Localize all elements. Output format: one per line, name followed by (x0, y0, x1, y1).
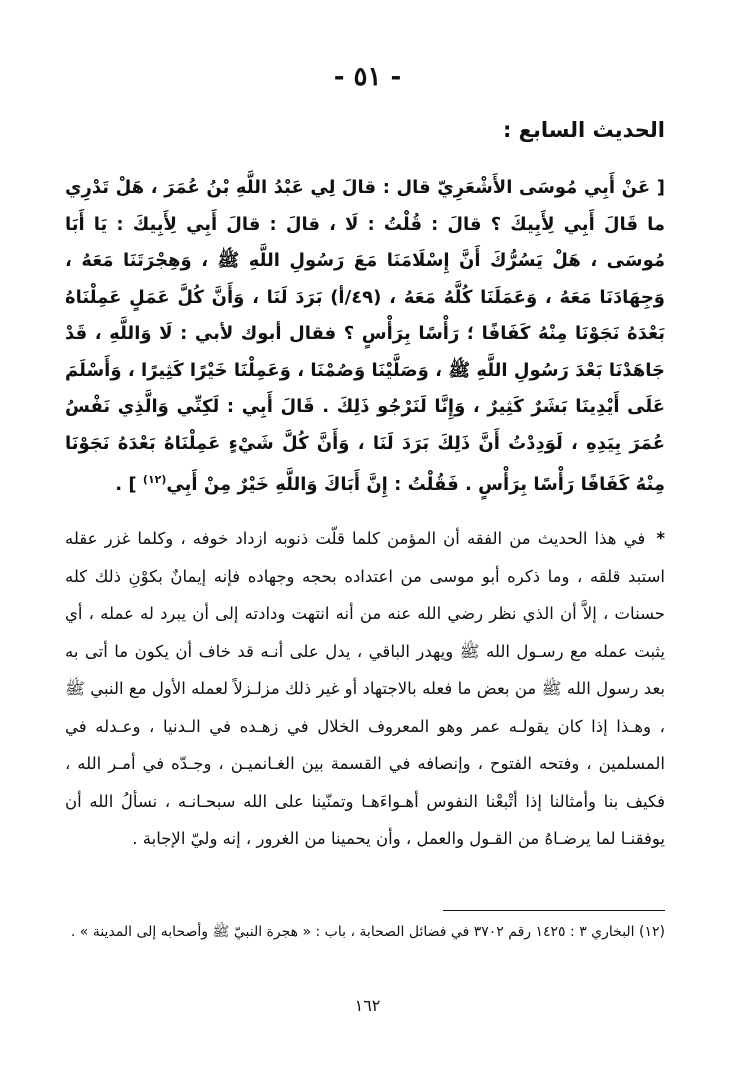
footnote-text: (١٢) البخاري ٣ : ١٤٢٥ رقم ٣٧٠٢ في فضائل الصحابة ، باب : « هجرة النبيّ ﷺ وأصحابه إلى المدينة » . (70, 924, 665, 940)
hadith-text-block (65, 170, 665, 504)
hadith-text: [ عَنْ أَبِي مُوسَى الأَشْعَرِيّ قال : قالَ لِي عَبْدُ اللَّهِ بْنُ عُمَرَ ، هَلْ تَدْرِي ما قَالَ أَبِي لِأَبِيكَ ؟ قالَ : قُلْتُ : لَا ، قالَ : قالَ أَبِي لِأَبِيكَ : يَا أَبَا مُوسَى ، هَلْ يَسُرُّكَ أَنَّ إِسْلَامَنَا مَعَ رَسُولِ اللَّهِ ﷺ ، وَهِجْرَتَنَا مَعَهُ ، وَجِهَادَنَا مَعَهُ ، وَعَمَلَنَا كُلَّهُ مَعَهُ ، (٤٩/أ) بَرَدَ لَنَا ، وَأَنَّ كُلَّ عَمَلٍ عَمِلْنَاهُ بَعْدَهُ نَجَوْنَا مِنْهُ كَفَافًا ؛ رَأْسًا بِرَأْسٍ ؟ فقال أبوك لأبي : لَا وَاللَّهِ ، قَدْ جَاهَدْنَا بَعْدَ رَسُولِ اللَّهِ ﷺ ، وَصَلَّيْنَا وَصُمْنَا ، وَعَمِلْنَا خَيْرًا كَثِيرًا ، وَأَسْلَمَ عَلَى أَيْدِينَا بَشَرٌ كَثِيرٌ ، وَإِنَّا لَنَرْجُو ذَلِكَ . قَالَ أَبِي : لَكِنِّي وَالَّذِي نَفْسُ عُمَرَ بِيَدِهِ ، لَوَدِدْتُ أَنَّ ذَلِكَ بَرَدَ لَنَا ، وَأَنَّ كُلَّ شَيْءٍ عَمِلْنَاهُ بَعْدَهُ نَجَوْنَا مِنْهُ كَفَافًا رَأْسًا بِرَأْسٍ . فَقُلْتُ : إِنَّ أَبَاكَ وَاللَّهِ خَيْرٌ مِنْ أَبِي (65, 177, 665, 495)
hadith-closing-bracket: ] . (115, 474, 137, 495)
commentary-block (65, 520, 665, 858)
footnote-reference[interactable]: (١٢) (142, 473, 167, 486)
page-number: ١٦٢ (354, 996, 381, 1015)
section-title: الحديث السابع : (502, 118, 665, 142)
bullet-marker: * (656, 529, 665, 548)
footnote-divider (443, 910, 665, 911)
hadith-number-heading: - ٥١ - (333, 62, 402, 92)
commentary-text: في هذا الحديث من الفقه أن المؤمن كلما قلّت ذنوبه ازداد خوفه ، وكلما غزر عقله استبد قلقه ، وما ذكره أبو موسى من اعتداده بحجه وجهاده فإنه إيمانٌ بكوْنِ ذلك كله حسنات ، إلاَّ أن الذي نظر رضي الله عنه من أنه انتهت ودادته إلى أن يبرد له عمله ، أي يثبت عمله مع رسـول الله ﷺ ويهدر الباقي ، يدل على أنـه قد خاف أن يكون ما أتى به بعد رسول الله ﷺ من بعض ما فعله بالاجتهاد أو غير ذلك مزلـزلاً لعمله الأول مع النبي ﷺ ، وهـذا إذا كان يقولـه عمر وهو المعروف الخلال في زهـده في الـدنيا ، وعـدله في المسلمين ، وفتحه الفتوح ، وإنصافه في القسمة بين الغـانميـن ، وجـدّه في أمـر الله ، فكيف بنا وأمثالنا إذا أتْبعْنا النفوس أهـواءَهـا وتمنّينا على الله سبحـانـه ، نسألُ الله أن يوفقنـا لما يرضـاهُ من القـول والعمل ، وأن يحمينا من الغرور ، إنه وليّ الإجابة . (65, 529, 665, 848)
